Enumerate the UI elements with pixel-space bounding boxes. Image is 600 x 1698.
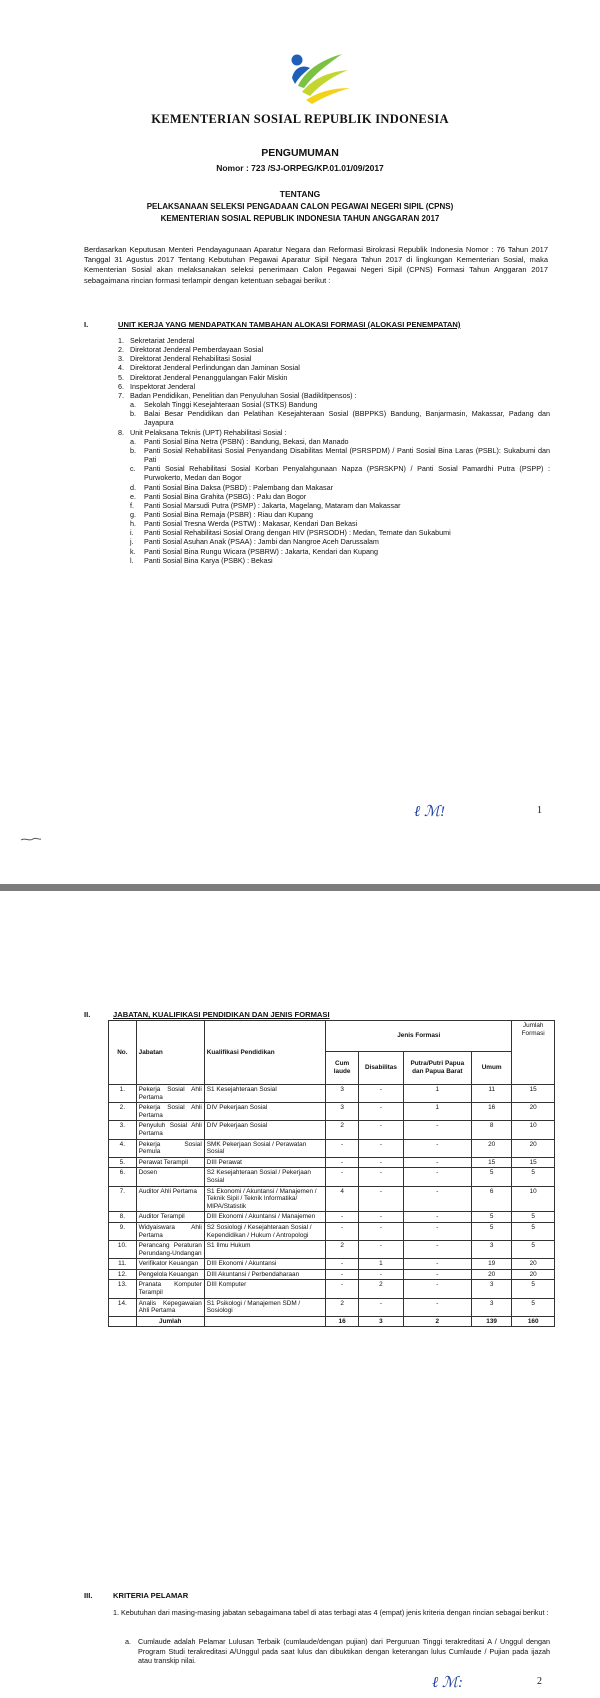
cell-cumlaude: - — [326, 1280, 359, 1298]
cell-jumlah: 5 — [512, 1222, 555, 1240]
cell-jabatan: Penyuluh Sosial Ahli Pertama — [136, 1121, 204, 1139]
cell-disabilitas: - — [359, 1121, 404, 1139]
cell-jumlah: 5 — [512, 1241, 555, 1259]
cell-kualifikasi: DIII Akuntansi / Perbendaharaan — [204, 1269, 325, 1280]
cell-jabatan: Pranata Komputer Terampil — [136, 1280, 204, 1298]
cell-umum: 5 — [471, 1168, 511, 1186]
item-text: Panti Sosial Bina Rungu Wicara (PSBRW) : Jakarta, Kendari dan Kupang — [144, 546, 378, 556]
cell-papua: - — [403, 1298, 471, 1316]
total-umum: 139 — [471, 1316, 511, 1327]
header-no: No. — [109, 1021, 137, 1085]
table-row — [109, 1186, 555, 1212]
signature-initials: ℓ ℳ: — [432, 1675, 464, 1691]
item-text: Panti Sosial Rehabilitasi Sosial Orang dengan HIV (PSRSODH) : Medan, Ternate dan Sukabumi — [144, 528, 451, 538]
item-marker: f. — [130, 500, 134, 510]
unit-sub-item — [118, 492, 550, 501]
cell-disabilitas: - — [359, 1241, 404, 1259]
formation-table — [108, 1020, 555, 1327]
item-text: Panti Sosial Rehabilitasi Sosial Korban Penyalahgunaan Napza (PSRSKPN) / Panti Sosial Pamardhi Putra (PSPP) : Purwokerto, Medan dan Bogor — [144, 464, 550, 483]
cell-papua: - — [403, 1168, 471, 1186]
header-cumlaude: Cum laude — [326, 1052, 359, 1085]
cell-cumlaude: - — [326, 1157, 359, 1168]
cell-papua: - — [403, 1259, 471, 1270]
item-text: Panti Sosial Rehabilitasi Sosial Penyandang Disabilitas Mental (PSRSPDM) / Panti Sosial Bina Laras (PSBL): Sukabumi dan Pati — [144, 445, 550, 465]
cell-no: 14. — [109, 1298, 137, 1316]
cell-no: 10. — [109, 1241, 137, 1259]
cell-umum: 3 — [471, 1280, 511, 1298]
cell-no: 2. — [109, 1103, 137, 1121]
section-number: I. — [84, 320, 89, 329]
cell-cumlaude: - — [326, 1222, 359, 1240]
cell-kualifikasi: S1 Ilmu Hukum — [204, 1241, 325, 1259]
cell-jabatan: Auditor Terampil — [136, 1212, 204, 1223]
item-text: Direktorat Jenderal Pemberdayaan Sosial — [130, 345, 264, 355]
cell-kualifikasi: S2 Kesejahteraan Sosial / Pekerjaan Sosial — [204, 1168, 325, 1186]
subject-line-1: PELAKSANAAN SELEKSI PENGADAAN CALON PEGAWAI NEGERI SIPIL (CPNS) — [146, 202, 454, 211]
cell-disabilitas: - — [359, 1085, 404, 1103]
item-marker: 1. — [118, 336, 124, 345]
cell-jabatan: Auditor Ahli Pertama — [136, 1186, 204, 1212]
table-row — [109, 1139, 555, 1157]
cell-umum: 8 — [471, 1121, 511, 1139]
cell-jumlah: 5 — [512, 1168, 555, 1186]
cell-papua: - — [403, 1212, 471, 1223]
unit-item — [118, 382, 550, 391]
header-disabilitas: Disabilitas — [359, 1052, 404, 1085]
table-row — [109, 1241, 555, 1259]
header-papua: Putra/Putri Papua dan Papua Barat — [403, 1052, 471, 1085]
about-label: TENTANG — [279, 189, 321, 199]
header-jumlah-formasi: Jumlah Formasi — [512, 1021, 555, 1085]
unit-sub-item — [118, 409, 550, 427]
cell-jabatan: Pekerja Sosial Ahli Pertama — [136, 1085, 204, 1103]
cell-disabilitas: - — [359, 1298, 404, 1316]
item-text: Direktorat Jenderal Penanggulangan Fakir Miskin — [130, 372, 288, 382]
item-text: Inspektorat Jenderal — [130, 381, 196, 391]
cell-cumlaude: - — [326, 1212, 359, 1223]
cell-papua: - — [403, 1157, 471, 1168]
cell-kualifikasi: DIII Ekonomi / Akuntansi / Manajemen — [204, 1212, 325, 1223]
item-marker: l. — [130, 555, 134, 565]
cell-jabatan: Pekerja Sosial Ahli Pertama — [136, 1103, 204, 1121]
item-text: Sekolah Tinggi Kesejahteraan Sosial (STKS) Bandung — [144, 400, 318, 410]
cell-cumlaude: - — [326, 1168, 359, 1186]
table-row — [109, 1280, 555, 1298]
item-marker: a. — [130, 436, 136, 446]
item-marker: j. — [130, 537, 134, 547]
unit-sub-item — [118, 446, 550, 464]
cell-disabilitas: - — [359, 1222, 404, 1240]
unit-sub-item — [118, 464, 550, 482]
cell-jabatan: Pekerja Sosial Pemula — [136, 1139, 204, 1157]
cell-no: 13. — [109, 1280, 137, 1298]
total-empty — [109, 1316, 137, 1327]
cell-jabatan: Perancang Peraturan Perundang-Undangan — [136, 1241, 204, 1259]
section-title: KRITERIA PELAMAR — [113, 1591, 189, 1600]
item-marker: b. — [130, 409, 136, 419]
cell-jumlah: 5 — [512, 1280, 555, 1298]
item-marker: 2. — [118, 345, 124, 355]
cell-umum: 16 — [471, 1103, 511, 1121]
cell-kualifikasi: S1 Psikologi / Manajemen SDM / Sosiologi — [204, 1298, 325, 1316]
table-row — [109, 1085, 555, 1103]
cell-disabilitas: 2 — [359, 1280, 404, 1298]
cell-umum: 3 — [471, 1241, 511, 1259]
item-marker: k. — [130, 546, 136, 556]
item-marker: b. — [130, 445, 136, 455]
unit-item — [118, 373, 550, 382]
cell-kualifikasi: S1 Ekonomi / Akuntansi / Manajemen / Teknik Sipil / Teknik Informatika/ MIPA/Statistik — [204, 1186, 325, 1212]
cell-disabilitas: - — [359, 1103, 404, 1121]
cell-cumlaude: - — [326, 1269, 359, 1280]
unit-sub-item — [118, 400, 550, 409]
table-total-row — [109, 1316, 555, 1327]
cell-kualifikasi: DIV Pekerjaan Sosial — [204, 1103, 325, 1121]
table-row — [109, 1269, 555, 1280]
subject-line-2: KEMENTERIAN SOSIAL REPUBLIK INDONESIA TAHUN ANGGARAN 2017 — [160, 214, 440, 223]
cell-no: 5. — [109, 1157, 137, 1168]
item-text: Sekretariat Jenderal — [130, 336, 195, 345]
page-number: 1 — [537, 805, 542, 816]
item-text: Unit Pelaksana Teknis (UPT) Rehabilitasi Sosial : — [130, 427, 287, 437]
cell-disabilitas: - — [359, 1157, 404, 1168]
cell-cumlaude: - — [326, 1139, 359, 1157]
cell-jabatan: Pengelola Keuangan — [136, 1269, 204, 1280]
cell-umum: 20 — [471, 1139, 511, 1157]
unit-sub-item — [118, 528, 550, 537]
unit-item — [118, 354, 550, 363]
cell-kualifikasi: S2 Sosiologi / Kesejahteraan Sosial / Kependidikan / Hukum / Antropologi — [204, 1222, 325, 1240]
cell-jabatan: Widyaiswara Ahli Pertama — [136, 1222, 204, 1240]
cell-cumlaude: 2 — [326, 1298, 359, 1316]
item-marker: i. — [130, 528, 134, 538]
cell-papua: - — [403, 1280, 471, 1298]
item-marker: g. — [130, 509, 136, 519]
item-text: Panti Sosial Bina Daksa (PSBD) : Palembang dan Makasar — [144, 482, 333, 492]
unit-sub-item — [118, 510, 550, 519]
table-row — [109, 1298, 555, 1316]
cell-umum: 19 — [471, 1259, 511, 1270]
cell-kualifikasi: DIII Perawat — [204, 1157, 325, 1168]
cell-jabatan: Verifikator Keuangan — [136, 1259, 204, 1270]
ministry-name: KEMENTERIAN SOSIAL REPUBLIK INDONESIA — [151, 112, 449, 126]
cell-cumlaude: 3 — [326, 1103, 359, 1121]
item-text: Direktorat Jenderal Perlindungan dan Jaminan Sosial — [130, 363, 300, 373]
cell-cumlaude: - — [326, 1259, 359, 1270]
cell-papua: - — [403, 1186, 471, 1212]
cell-jumlah: 20 — [512, 1259, 555, 1270]
unit-sub-item — [118, 519, 550, 528]
cell-papua: - — [403, 1241, 471, 1259]
cell-kualifikasi: DIII Komputer — [204, 1280, 325, 1298]
cell-disabilitas: - — [359, 1168, 404, 1186]
cell-no: 11. — [109, 1259, 137, 1270]
criteria-paragraph-1: 1. Kebutuhan dari masing-masing jabatan sebagaimana tabel di atas terbagi atas 4 (empat) jenis kriteria dengan rincian sebagai berikut : — [113, 1608, 549, 1617]
cell-papua: - — [403, 1269, 471, 1280]
unit-item — [118, 428, 550, 437]
cell-umum: 6 — [471, 1186, 511, 1212]
item-marker: e. — [130, 491, 136, 501]
unit-sub-item — [118, 547, 550, 556]
cell-jumlah: 20 — [512, 1269, 555, 1280]
cell-disabilitas: 1 — [359, 1259, 404, 1270]
cell-jumlah: 10 — [512, 1186, 555, 1212]
unit-sub-item — [118, 537, 550, 546]
item-text: Panti Sosial Bina Netra (PSBN) : Bandung, Bekasi, dan Manado — [144, 436, 349, 446]
cell-papua: - — [403, 1139, 471, 1157]
cell-umum: 3 — [471, 1298, 511, 1316]
item-text: Panti Sosial Asuhan Anak (PSAA) : Jambi dan Nangroe Aceh Darussalam — [144, 537, 379, 547]
cell-disabilitas: - — [359, 1269, 404, 1280]
item-marker: 3. — [118, 354, 124, 364]
table-row — [109, 1259, 555, 1270]
cell-no: 9. — [109, 1222, 137, 1240]
item-marker: d. — [130, 482, 136, 492]
item-text: Panti Sosial Bina Karya (PSBK) : Bekasi — [144, 555, 273, 565]
cell-papua: - — [403, 1222, 471, 1240]
cell-disabilitas: - — [359, 1186, 404, 1212]
unit-item — [118, 363, 550, 372]
cell-jumlah: 20 — [512, 1103, 555, 1121]
item-marker: h. — [130, 519, 136, 529]
section-number: II. — [84, 1010, 91, 1019]
announcement-number: Nomor : 723 /SJ-ORPEG/KP.01.01/09/2017 — [216, 163, 384, 173]
cell-umum: 15 — [471, 1157, 511, 1168]
item-marker: a. — [130, 400, 136, 410]
cell-jabatan: Analis Kepegawaian Ahli Pertama — [136, 1298, 204, 1316]
header-jenis-formasi: Jenis Formasi — [326, 1021, 512, 1052]
cell-jumlah: 15 — [512, 1085, 555, 1103]
item-text: Panti Sosial Tresna Werda (PSTW) : Makasar, Kendari Dan Bekasi — [144, 519, 358, 529]
cell-disabilitas: - — [359, 1212, 404, 1223]
item-text: Direktorat Jenderal Rehabilitasi Sosial — [130, 354, 252, 364]
table-row — [109, 1157, 555, 1168]
cell-no: 6. — [109, 1168, 137, 1186]
section-title: UNIT KERJA YANG MENDAPATKAN TAMBAHAN ALOKASI FORMASI (ALOKASI PENEMPATAN) — [118, 320, 461, 329]
cell-no: 8. — [109, 1212, 137, 1223]
cell-cumlaude: 3 — [326, 1085, 359, 1103]
cell-papua: 1 — [403, 1103, 471, 1121]
cell-umum: 5 — [471, 1212, 511, 1223]
cell-kualifikasi: DIII Ekonomi / Akuntansi — [204, 1259, 325, 1270]
scan-mark-icon — [20, 835, 42, 843]
cell-papua: 1 — [403, 1085, 471, 1103]
unit-sub-item — [118, 483, 550, 492]
cell-cumlaude: 2 — [326, 1241, 359, 1259]
total-papua: 2 — [403, 1316, 471, 1327]
cell-umum: 20 — [471, 1269, 511, 1280]
cell-disabilitas: - — [359, 1139, 404, 1157]
item-text: Panti Sosial Bina Remaja (PSBR) : Riau dan Kupang — [144, 509, 313, 519]
unit-list — [118, 336, 550, 565]
item-text: Badan Pendidikan, Penelitian dan Penyuluhan Sosial (Badiklitpensos) : — [130, 390, 357, 400]
item-text: Panti Sosial Bina Grahita (PSBG) : Palu dan Bogor — [144, 491, 307, 501]
cell-cumlaude: 4 — [326, 1186, 359, 1212]
table-row — [109, 1121, 555, 1139]
section-3-heading — [84, 1591, 564, 1601]
item-text: Balai Besar Pendidikan dan Pelatihan Kesejahteraan Sosial (BBPPKS) Bandung, Banjarmasin, Makassar, Padang dan Jayapura — [144, 409, 550, 428]
header-jabatan: Jabatan — [136, 1021, 204, 1085]
cell-jumlah: 15 — [512, 1157, 555, 1168]
unit-item — [118, 391, 550, 400]
cell-jumlah: 5 — [512, 1212, 555, 1223]
header-umum: Umum — [471, 1052, 511, 1085]
cell-jumlah: 20 — [512, 1139, 555, 1157]
total-cumlaude: 16 — [326, 1316, 359, 1327]
cell-kualifikasi: DIV Pekerjaan Sosial — [204, 1121, 325, 1139]
table-body — [109, 1085, 555, 1317]
cell-jumlah: 10 — [512, 1121, 555, 1139]
unit-item — [118, 345, 550, 354]
unit-sub-item — [118, 437, 550, 446]
total-disabilitas: 3 — [359, 1316, 404, 1327]
item-marker: c. — [130, 464, 136, 474]
criteria-a-label: a. — [125, 1637, 131, 1646]
page-number: 2 — [537, 1676, 542, 1687]
item-marker: 6. — [118, 381, 124, 391]
table-row — [109, 1168, 555, 1186]
criteria-a-text: Cumlaude adalah Pelamar Lulusan Terbaik (cumlaude/dengan pujian) dari Perguruan Tinggi terakreditasi A / Unggul dengan Program Studi terakreditasi A/Unggul pada saat lulus dan dibuktikan dengan keterangan lulus Cumlaude / Pujian pada ijazah atau transkip nilai. — [138, 1637, 550, 1665]
unit-item — [118, 336, 550, 345]
total-label: Jumlah — [136, 1316, 204, 1327]
signature-initials: ℓ ℳ! — [414, 804, 446, 820]
cell-no: 7. — [109, 1186, 137, 1212]
intro-paragraph: Berdasarkan Keputusan Menteri Pendayagunaan Aparatur Negara dan Reformasi Birokrasi Republik Indonesia Nomor : 76 Tahun 2017 Tanggal 31 Agustus 2017 Tentang Kebutuhan Pegawai Aparatur Sipil Negara Tahun 2017 di lingkungan Kementerian Sosial, maka Kementerian Sosial akan melaksanakan seleksi penerimaan Calon Pegawai Negeri Sipil (CPNS) Formasi Tahun Anggaran 2017 sebagaimana rincian formasi terlampir dengan ketentuan sebagai berikut : — [84, 245, 548, 285]
section-number: III. — [84, 1591, 93, 1600]
cell-kualifikasi: SMK Pekerjaan Sosial / Perawatan Sosial — [204, 1139, 325, 1157]
item-marker: 5. — [118, 372, 124, 382]
item-marker: 4. — [118, 363, 124, 373]
cell-jabatan: Dosen — [136, 1168, 204, 1186]
unit-sub-item — [118, 556, 550, 565]
section-title: JABATAN, KUALIFIKASI PENDIDIKAN DAN JENIS FORMASI — [113, 1010, 330, 1019]
item-marker: 7. — [118, 390, 124, 400]
announcement-title: PENGUMUMAN — [261, 147, 339, 159]
cell-jumlah: 5 — [512, 1298, 555, 1316]
cell-no: 12. — [109, 1269, 137, 1280]
total-empty — [204, 1316, 325, 1327]
cell-papua: - — [403, 1121, 471, 1139]
cell-no: 4. — [109, 1139, 137, 1157]
item-text: Panti Sosial Marsudi Putra (PSMP) : Jakarta, Magelang, Mataram dan Makassar — [144, 500, 401, 510]
total-jumlah: 160 — [512, 1316, 555, 1327]
header-kualifikasi: Kualifikasi Pendidikan — [204, 1021, 325, 1085]
cell-cumlaude: 2 — [326, 1121, 359, 1139]
table-row — [109, 1212, 555, 1223]
cell-kualifikasi: S1 Kesejahteraan Sosial — [204, 1085, 325, 1103]
cell-no: 3. — [109, 1121, 137, 1139]
cell-umum: 11 — [471, 1085, 511, 1103]
table-row — [109, 1222, 555, 1240]
item-marker: 8. — [118, 427, 124, 437]
table-row — [109, 1103, 555, 1121]
cell-umum: 5 — [471, 1222, 511, 1240]
cell-jabatan: Perawat Terampil — [136, 1157, 204, 1168]
cell-no: 1. — [109, 1085, 137, 1103]
ministry-logo — [280, 50, 352, 108]
unit-sub-item — [118, 501, 550, 510]
section-2-heading — [84, 1010, 564, 1020]
